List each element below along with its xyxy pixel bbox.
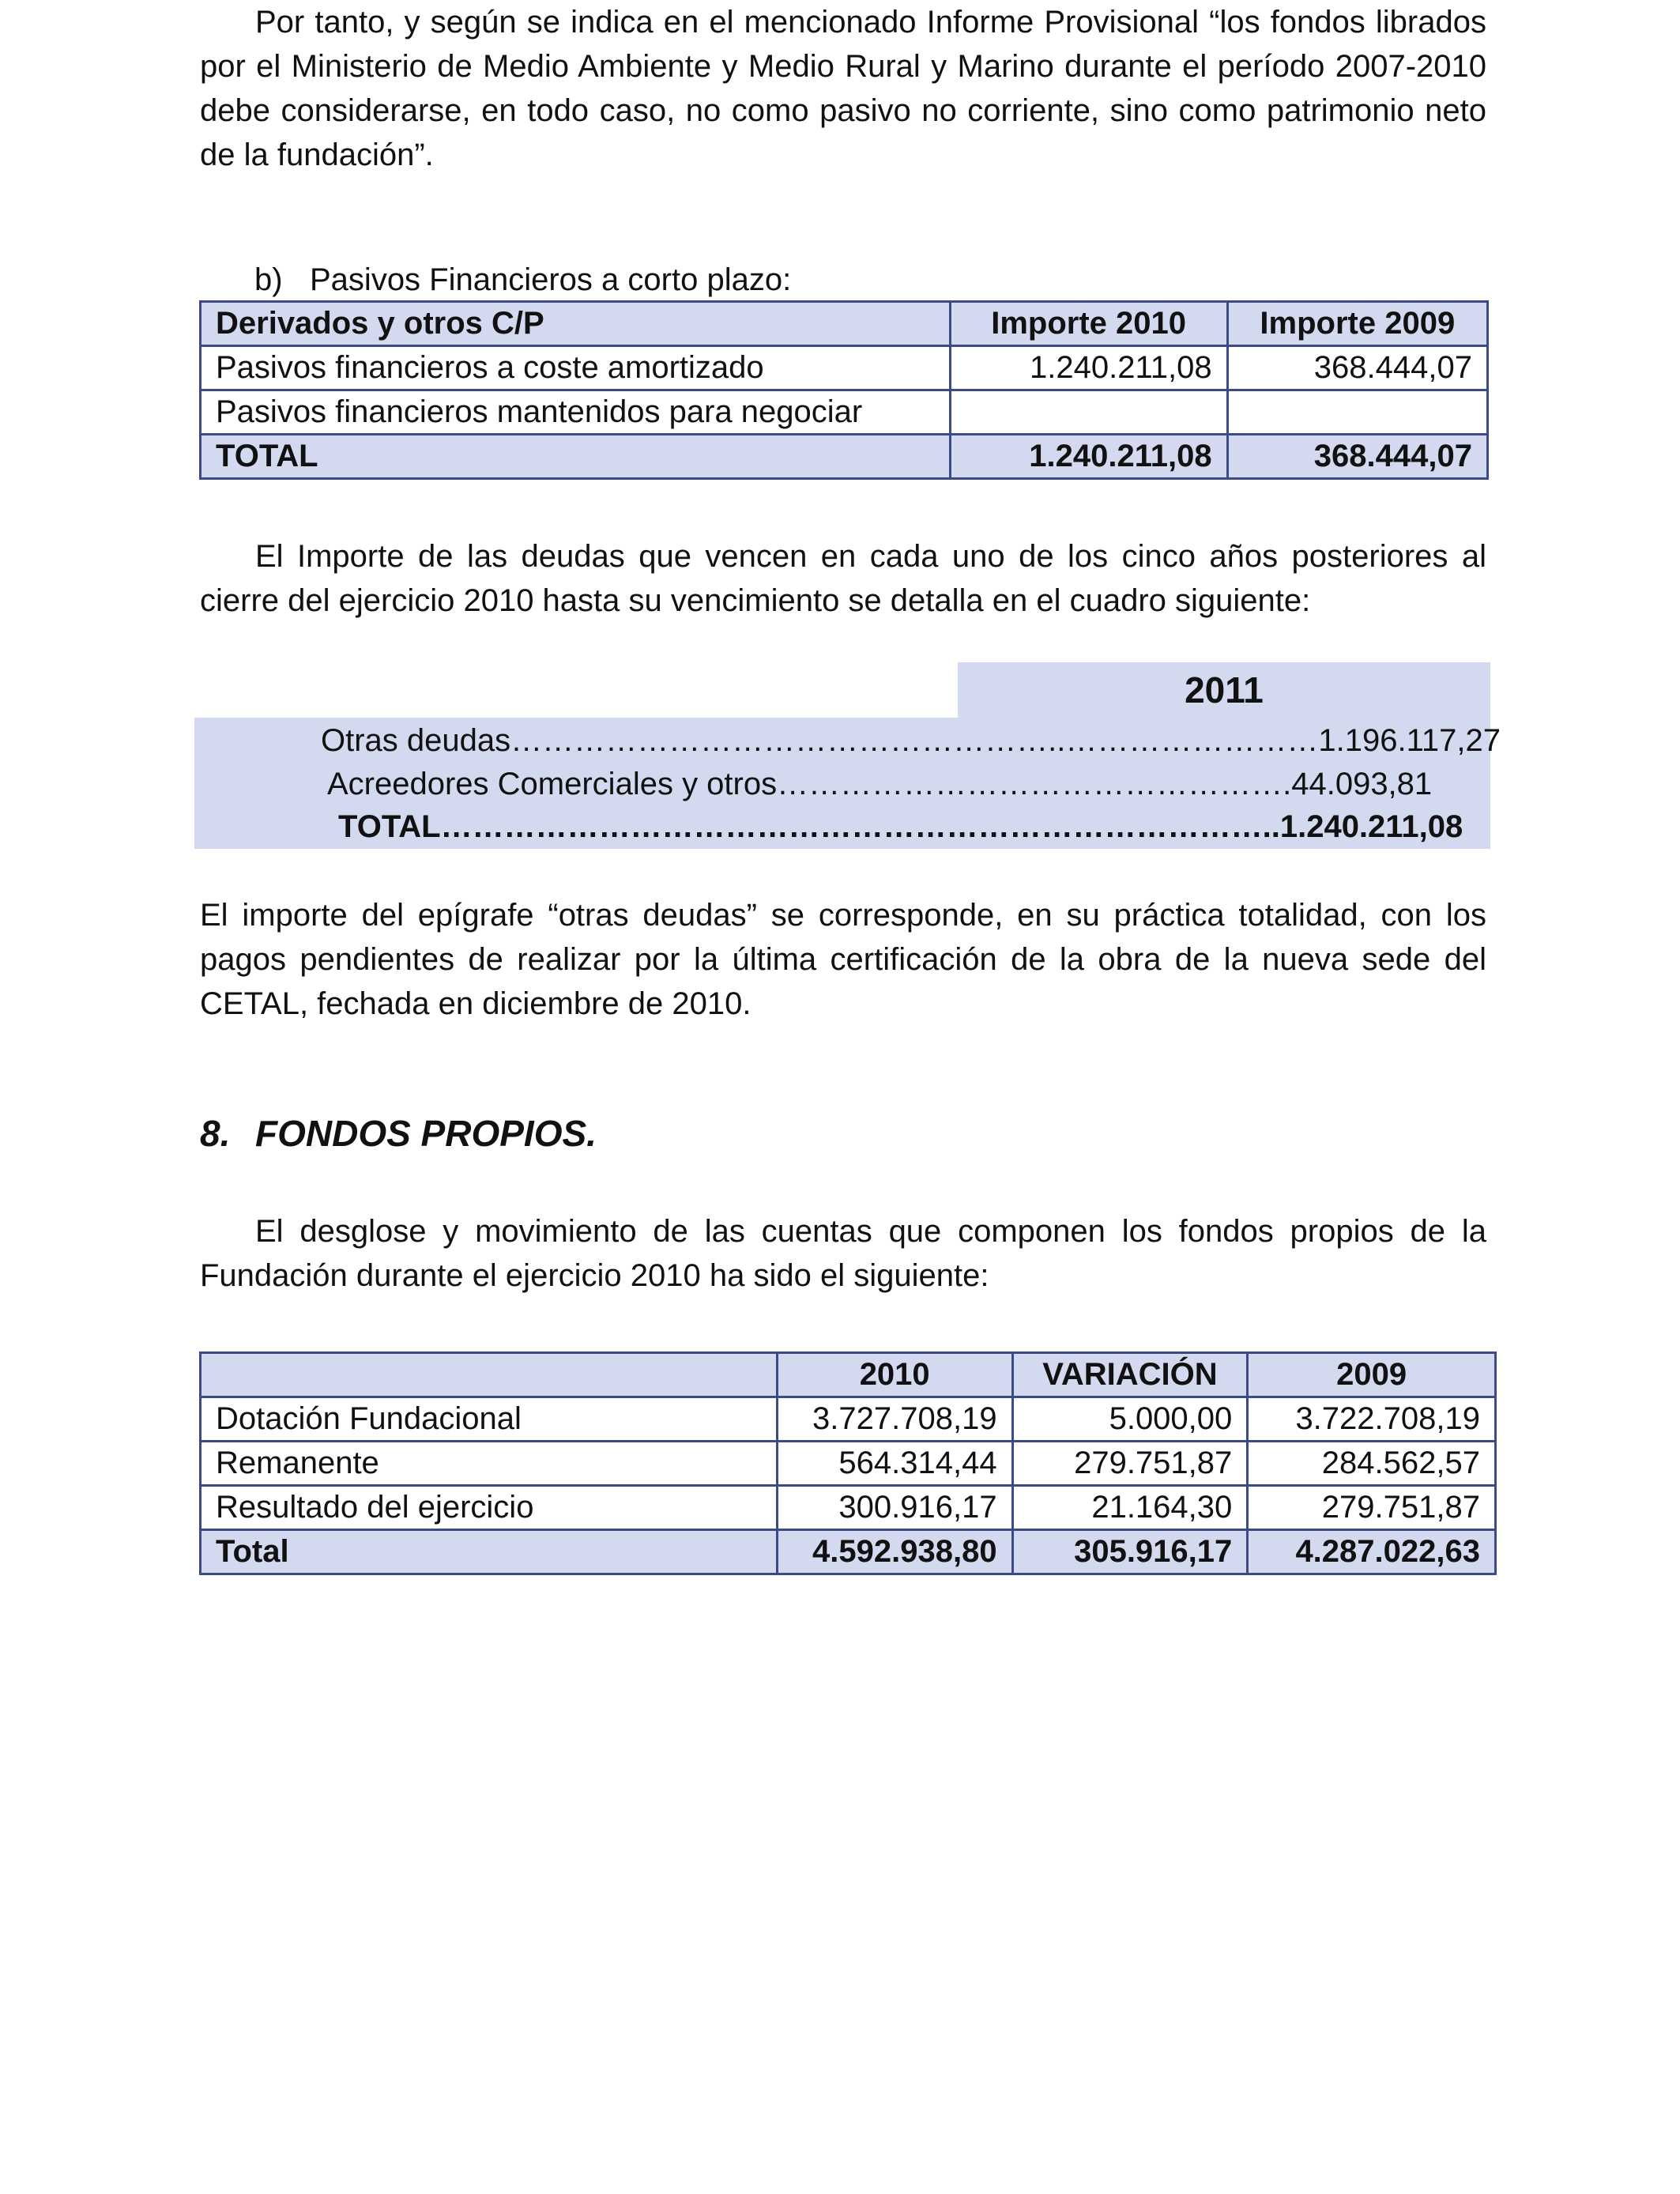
section-8-heading (200, 1110, 597, 1157)
row-value-2009 (1227, 390, 1487, 435)
total-value-2010: 1.240.211,08 (950, 435, 1227, 479)
total-label: Total (201, 1530, 778, 1574)
row-value-2009: 279.751,87 (1248, 1486, 1496, 1530)
table-header-row (201, 1353, 1496, 1397)
row-value-2009: 3.722.708,19 (1248, 1397, 1496, 1442)
total-label: TOTAL (201, 435, 951, 479)
maturity-line-total: TOTAL……………………………………………………………………..1.240.211,08 (338, 809, 1463, 844)
table-row (201, 346, 1488, 390)
maturity-line-acreedores: Acreedores Comerciales y otros………………………………………….44.093,81 (327, 767, 1433, 801)
section-b-label: b) (254, 262, 283, 297)
intro-paragraph: Por tanto, y según se indica en el mencionado Informe Provisional “los fondos librados por el Ministerio de Medio Ambiente y Medio Rural y Marino durante el período 2007-2010 debe considerarse, en todo caso, no como pasivo no corriente, sino como patrimonio neto de la fundación”. (200, 5, 1486, 172)
table-row (201, 1442, 1496, 1486)
table-header-row (201, 302, 1488, 346)
row-value-2009: 368.444,07 (1227, 346, 1487, 390)
maturity-paragraph: El Importe de las deudas que vencen en cada uno de los cinco años posteriores al cierre del ejercicio 2010 hasta su vencimiento se detalla en el cuadro siguiente: (200, 539, 1486, 618)
table-row (201, 1486, 1496, 1530)
maturity-year: 2011 (958, 662, 1490, 718)
row-label: Pasivos financieros a coste amortizado (201, 346, 951, 390)
table-row (201, 1397, 1496, 1442)
maturity-line-otras-deudas: Otras deudas……………………………………………..……………………1.196.117,27 (321, 723, 1501, 758)
fondos-paragraph: El desglose y movimiento de las cuentas que componen los fondos propios de la Fundación durante el ejercicio 2010 ha sido el siguiente: (200, 1214, 1486, 1293)
section-8-number: 8. (200, 1113, 231, 1154)
row-value-variacion: 21.164,30 (1012, 1486, 1248, 1530)
header-variacion: VARIACIÓN (1012, 1353, 1248, 1397)
row-value-2009: 284.562,57 (1248, 1442, 1496, 1486)
row-value-2010: 3.727.708,19 (777, 1397, 1012, 1442)
row-value-variacion: 5.000,00 (1012, 1397, 1248, 1442)
maturity-rows (194, 718, 1501, 849)
section-b-title: Pasivos Financieros a corto plazo: (310, 262, 792, 297)
header-empty (201, 1353, 778, 1397)
header-2010: 2010 (777, 1353, 1012, 1397)
total-value-2010: 4.592.938,80 (777, 1530, 1012, 1574)
header-importe-2009: Importe 2009 (1227, 302, 1487, 346)
section-b-heading (254, 258, 791, 302)
section-8-title: FONDOS PROPIOS. (255, 1113, 597, 1154)
table-row (201, 390, 1488, 435)
row-value-variacion: 279.751,87 (1012, 1442, 1248, 1486)
row-label: Resultado del ejercicio (201, 1486, 778, 1530)
row-value-2010: 1.240.211,08 (950, 346, 1227, 390)
total-value-2009: 368.444,07 (1227, 435, 1487, 479)
fondos-propios-table (199, 1351, 1497, 1575)
row-label: Pasivos financieros mantenidos para negociar (201, 390, 951, 435)
table-total-row (201, 435, 1488, 479)
total-value-variacion: 305.916,17 (1012, 1530, 1248, 1574)
pasivos-financieros-table (199, 300, 1489, 480)
row-value-2010: 300.916,17 (777, 1486, 1012, 1530)
header-2009: 2009 (1248, 1353, 1496, 1397)
total-value-2009: 4.287.022,63 (1248, 1530, 1496, 1574)
header-importe-2010: Importe 2010 (950, 302, 1227, 346)
header-derivados: Derivados y otros C/P (201, 302, 951, 346)
row-value-2010: 564.314,44 (777, 1442, 1012, 1486)
otras-deudas-paragraph: El importe del epígrafe “otras deudas” se corresponde, en su práctica totalidad, con los pagos pendientes de realizar por la última certificación de la obra de la nueva sede del CETAL, fechada en diciembre de 2010. (200, 898, 1486, 1021)
table-total-row (201, 1530, 1496, 1574)
row-label: Remanente (201, 1442, 778, 1486)
maturity-schedule (194, 662, 1501, 849)
row-label: Dotación Fundacional (201, 1397, 778, 1442)
row-value-2010 (950, 390, 1227, 435)
